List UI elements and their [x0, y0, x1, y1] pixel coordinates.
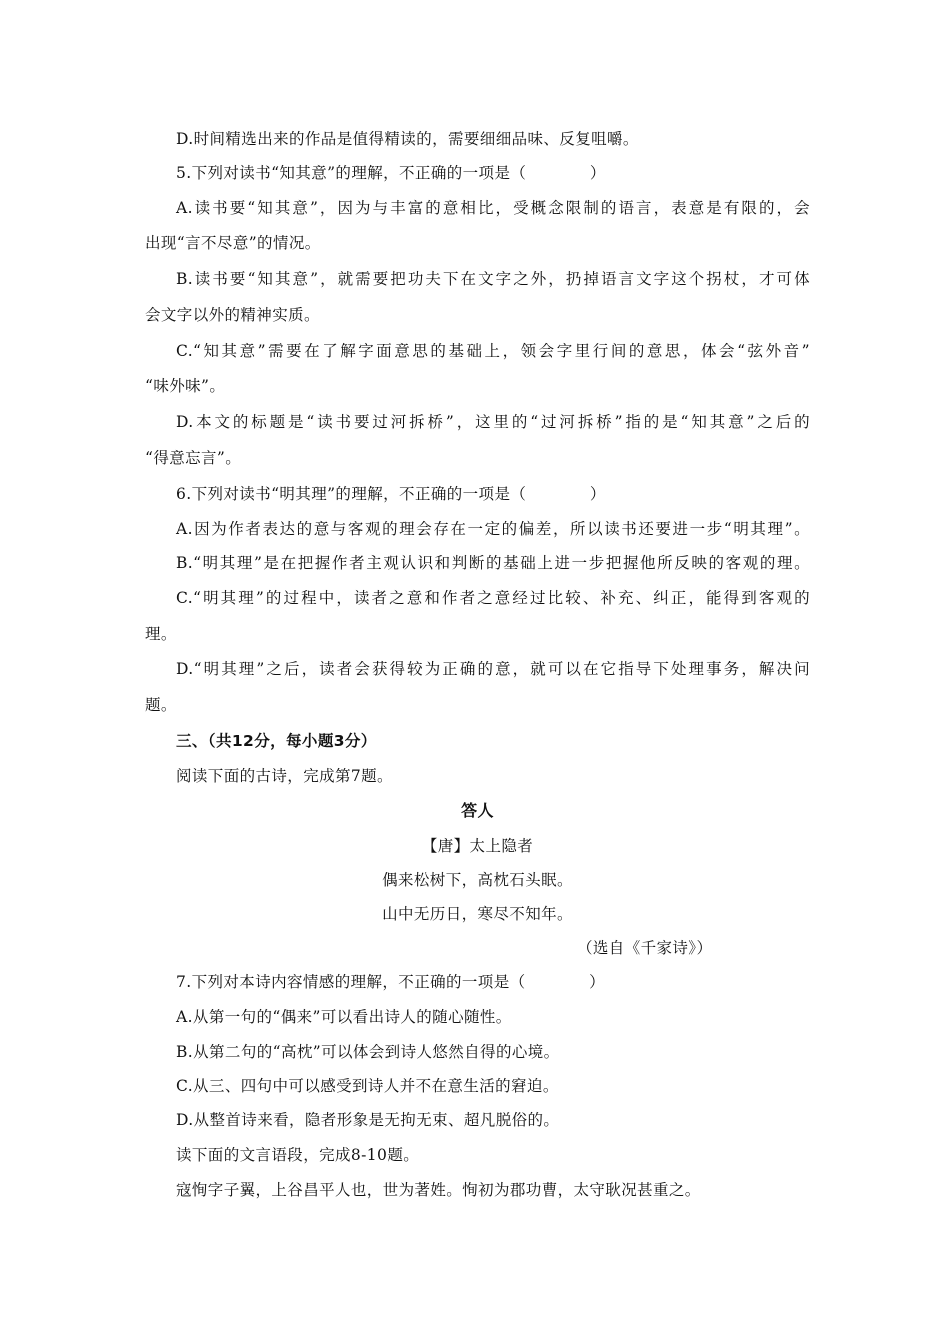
classical-text-line1: 寇恂字子翼，上谷昌平人也，世为著姓。恂初为郡功曹，太守耿况甚重之。: [176, 1181, 701, 1199]
q6-option-c-line2: 理。: [145, 625, 177, 643]
q4-option-d: D.时间精选出来的作品是值得精读的，需要细细品味、反复咀嚼。: [176, 130, 639, 148]
poem-source: （选自《千家诗》）: [577, 939, 713, 957]
q5-option-d-line1: D.本文的标题是“读书要过河拆桥”，这里的“过河拆桥”指的是“知其意”之后的: [176, 413, 810, 431]
q5-option-c-line2: “味外味”。: [145, 377, 226, 395]
q6-option-d-line2: 题。: [145, 696, 177, 714]
q5-option-a-line2: 出现“言不尽意”的情况。: [145, 234, 321, 252]
poem-title: 答人: [461, 801, 494, 820]
poem-line-1: 偶来松树下，高枕石头眠。: [382, 871, 573, 889]
q5-option-a-line1: A.读书要“知其意”，因为与丰富的意相比，受概念限制的语言，表意是有限的，会: [176, 199, 810, 217]
q6-option-b: B.“明其理”是在把握作者主观认识和判断的基础上进一步把握他所反映的客观的理。: [176, 554, 810, 572]
q5-stem: 5.下列对读书“知其意”的理解，不正确的一项是（ ）: [176, 164, 606, 182]
q5-option-d-line2: “得意忘言”。: [145, 449, 242, 467]
q5-option-b-line1: B.读书要“知其意”，就需要把功夫下在文字之外，扔掉语言文字这个拐杖，才可体: [176, 270, 810, 288]
q6-option-a: A.因为作者表达的意与客观的理会存在一定的偏差，所以读书还要进一步“明其理”。: [176, 520, 810, 538]
poem-line-2: 山中无历日，寒尽不知年。: [382, 905, 573, 923]
q6-option-d-line1: D.“明其理”之后，读者会获得较为正确的意，就可以在它指导下处理事务，解决问: [176, 660, 810, 678]
q7-stem: 7.下列对本诗内容情感的理解，不正确的一项是（ ）: [176, 973, 605, 991]
q7-option-a: A.从第一句的“偶来”可以看出诗人的随心随性。: [176, 1008, 512, 1026]
section-intro: 阅读下面的古诗，完成第7题。: [176, 767, 393, 785]
q5-option-c-line1: C.“知其意”需要在了解字面意思的基础上，领会字里行间的意思，体会“弦外音”: [176, 342, 810, 360]
q7-option-d: D.从整首诗来看，隐者形象是无拘无束、超凡脱俗的。: [176, 1111, 560, 1129]
q5-option-b-line2: 会文字以外的精神实质。: [145, 306, 320, 324]
q7-option-b: B.从第二句的“高枕”可以体会到诗人悠然自得的心境。: [176, 1043, 560, 1061]
q6-stem: 6.下列对读书“明其理”的理解，不正确的一项是（ ）: [176, 485, 606, 503]
section-heading: 三、（共12分，每小题3分）: [176, 732, 377, 750]
classical-intro: 读下面的文言语段，完成8-10题。: [176, 1146, 420, 1164]
poem-author: 【唐】太上隐者: [421, 837, 534, 855]
q7-option-c: C.从三、四句中可以感受到诗人并不在意生活的窘迫。: [176, 1077, 559, 1095]
q6-option-c-line1: C.“明其理”的过程中，读者之意和作者之意经过比较、补充、纠正，能得到客观的: [176, 589, 810, 607]
